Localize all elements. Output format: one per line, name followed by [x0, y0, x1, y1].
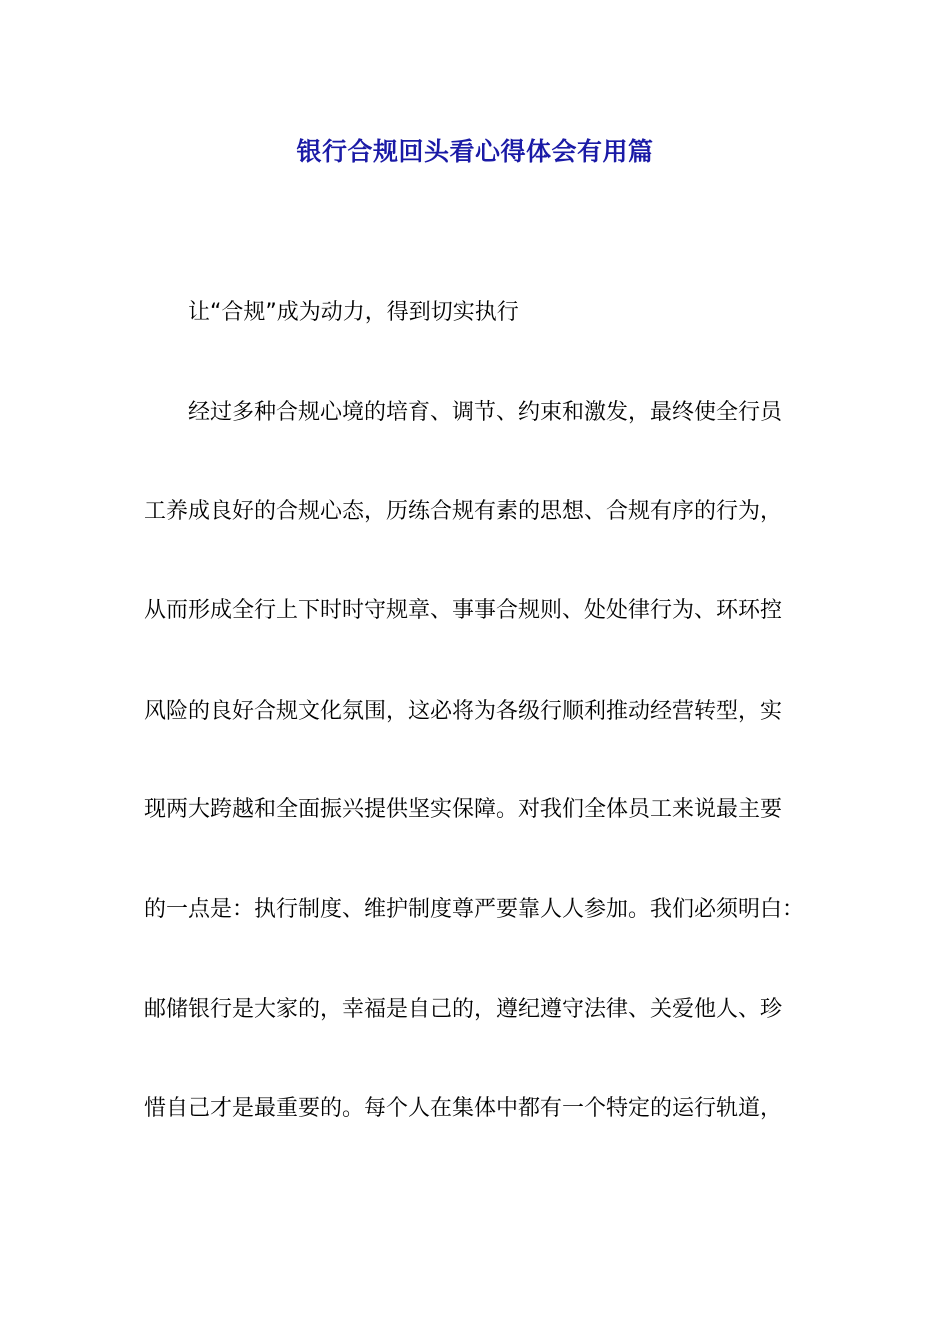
body-line-1: 经过多种合规心境的培育、调节、约束和激发，最终使全行员 — [188, 400, 783, 425]
document-title: 银行合规回头看心得体会有用篇 — [296, 137, 654, 166]
body-line-2: 工养成良好的合规心态，历练合规有素的思想、合规有序的行为， — [144, 499, 783, 524]
body-line-4: 风险的良好合规文化氛围，这必将为各级行顺利推动经营转型，实 — [144, 699, 783, 724]
body-line-7: 邮储银行是大家的，幸福是自己的，遵纪遵守法律、关爱他人、珍 — [144, 997, 783, 1022]
body-line-3: 从而形成全行上下时时守规章、事事合规则、处处律行为、环环控 — [144, 598, 783, 623]
body-line-6: 的一点是：执行制度、维护制度尊严要靠人人参加。我们必须明白： — [144, 897, 805, 922]
section-heading: 让“合规”成为动力，得到切实执行 — [188, 300, 519, 325]
body-line-8: 惜自己才是最重要的。每个人在集体中都有一个特定的运行轨道， — [144, 1096, 783, 1121]
body-line-5: 现两大跨越和全面振兴提供坚实保障。对我们全体员工来说最主要 — [144, 797, 783, 822]
